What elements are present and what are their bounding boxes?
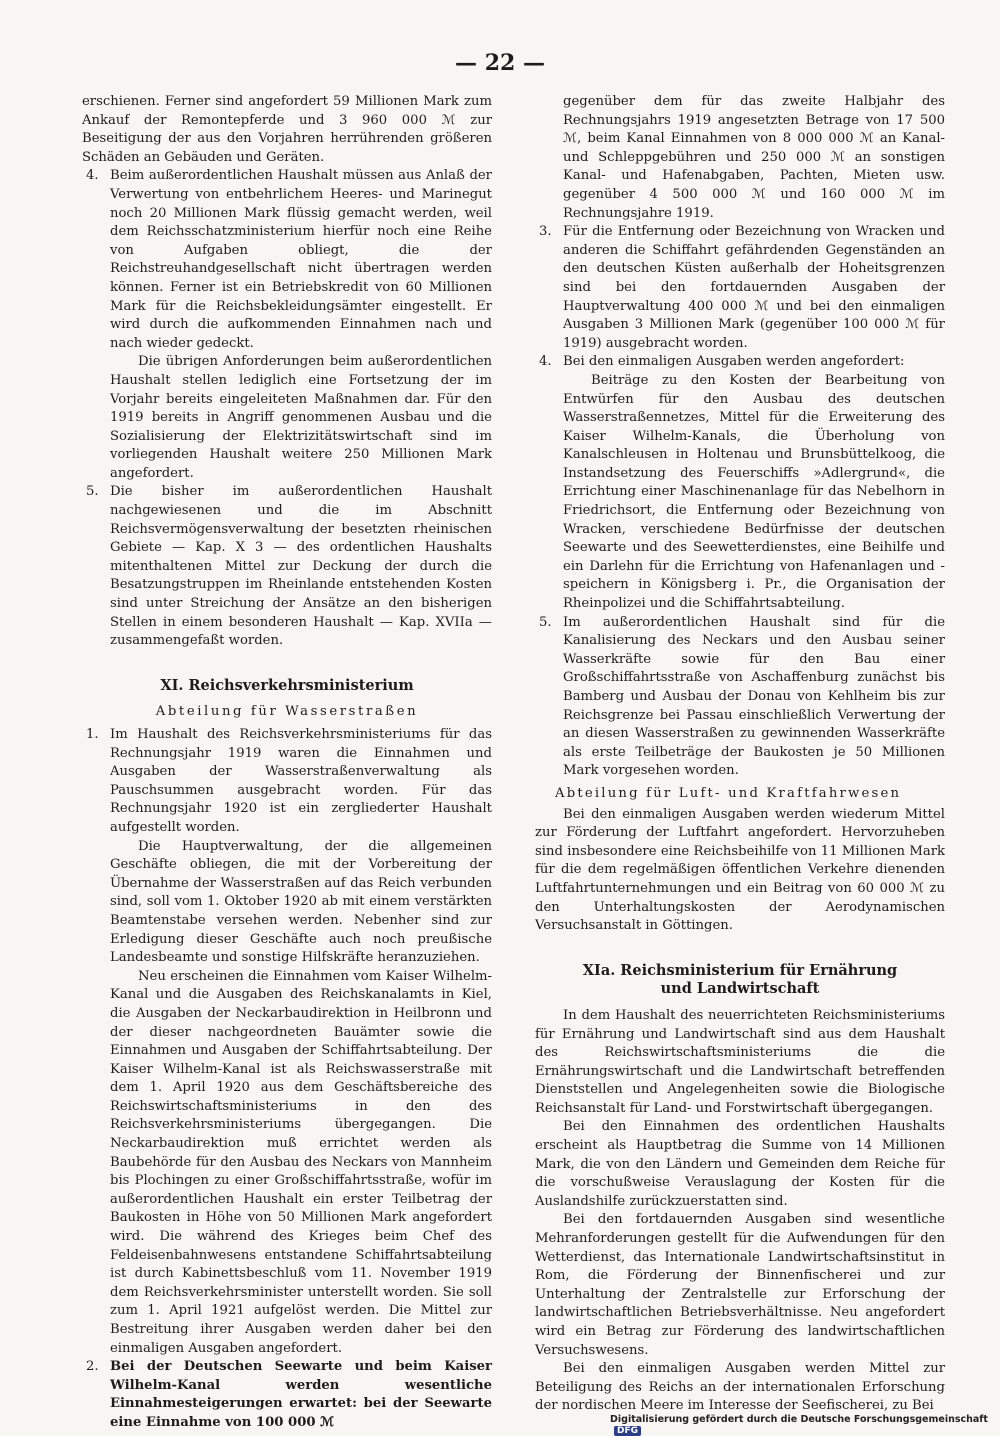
footer-text: Digitalisierung gefördert durch die Deutsche Forschungsgemeinschaft	[610, 1414, 988, 1425]
item-paragraph: Die Hauptverwaltung, der die allgemeinen Geschäfte obliegen, die mit der Vorbereitung der Übernahme der Wasserstraßen auf das Reich verbunden sind, soll vom 1. Oktober 1920 ab mit einem verstärkten Beamtenstabe versehen werden. Nebenher sind zur Erledigung dieser Geschäfte auch noch preußische Landesbeamte und sonstige Hilfskräfte heranzuziehen.	[110, 838, 492, 966]
subsection-heading-water: Abteilung für Wasserstraßen	[155, 704, 419, 720]
item-text: Bei den einmaligen Ausgaben werden angefordert:	[563, 354, 905, 370]
right-column	[535, 93, 945, 1416]
list-item-4	[82, 167, 492, 483]
subsection-heading-air: Abteilung für Luft- und Kraftfahrwesen	[555, 785, 902, 801]
item-paragraph: Die übrigen Anforderungen beim außerordentlichen Haushalt stellen lediglich eine Fortsetzung der im Vorjahr bereits eingeleiteten Maßnahmen dar. Für den 1919 bereits in Angriff genommenen Ausbau und die Sozialisierung der Elektrizitätswirtschaft sind im vorliegenden Haushalt weitere 250 Millionen Mark angefordert.	[110, 354, 492, 481]
paragraph-xia-1: In dem Haushalt des neuerrichteten Reichsministeriums für Ernährung und Landwirtschaft sind aus dem Haushalt des Reichswirtschaftsministeriums die die Ernährungswirtschaft und die Landwirtschaft betreffenden Dienststellen und Angelegenheiten sowie die Biologische Reichsanstalt für Land- und Forstwirtschaft übergegangen.	[535, 1007, 945, 1116]
item-number: 5.	[86, 484, 99, 500]
list-item-5	[535, 614, 945, 781]
paragraph-continued: gegenüber dem für das zweite Halbjahr des Rechnungsjahrs 1919 angesetzten Betrage von 17 500 ℳ, beim Kanal Einnahmen von 8 000 000 ℳ an Kanal- und Schleppgebühren und 250 000 ℳ an sonstigen Kanal- und Hafenabgaben, Pachten, Mieten usw. gegenüber 4 500 000 ℳ und 160 000 ℳ im Rechnungsjahre 1919.	[563, 94, 945, 221]
item-number: 4.	[539, 354, 552, 370]
item-number: 5.	[539, 614, 552, 630]
item-text: Bei der Deutschen Seewarte und beim Kaiser Wilhelm-Kanal werden wesentliche Einnahmesteigerungen erwartet: bei der Seewarte eine Einnahme von 100 000 ℳ	[110, 1359, 492, 1430]
footer-credit	[610, 1414, 1000, 1436]
item-number: 3.	[539, 224, 552, 240]
item-number: 1.	[86, 727, 99, 742]
paragraph-xia-3: Bei den fortdauernden Ausgaben sind wesentliche Mehranforderungen gestellt für die Aufwendungen für den Wetterdienst, das Internationale Landwirtschaftsinstitut in Rom, die Förderung der Binnenfischerei und zur Unterhaltung der Zentralstelle zur Erforschung der landwirtschaftlichen Betriebsverhältnisse. Neu angefordert wird ein Betrag zur Förderung des landwirtschaftlichen Versuchswesens.	[535, 1212, 945, 1358]
paragraph-intro: erschienen. Ferner sind angefordert 59 Millionen Mark zum Ankauf der Remontepferde und 3 960 000 ℳ zur Beseitigung der aus den Vorjahren herrührenden größeren Schäden an Gebäuden und Geräten.	[82, 94, 492, 165]
list-item-5	[82, 483, 492, 650]
item-text: Die bisher im außerordentlichen Haushalt nachgewiesenen und die im Abschnitt Reichsvermögensverwaltung der besetzten rheinischen Gebiete — Kap. X 3 — des ordentlichen Haushalts mitenthaltenen Mittel zur Deckung der durch die Besatzungstruppen im Rheinlande entstehenden Kosten sind unter Streichung der Ansätze an den bisherigen Stellen in einem besonderen Haushalt — Kap. XVIIa — zusammengefaßt worden.	[110, 484, 492, 649]
paragraph-xia-4: Bei den einmaligen Ausgaben werden Mittel zur Beteiligung des Reichs an der internationalen Erforschung der nordischen Meere im Interesse der Seefischerei, zu Bei	[535, 1361, 945, 1414]
list-item-3	[535, 223, 945, 353]
section-heading-line: und Landwirtschaft	[660, 980, 820, 998]
list-item-2	[82, 1358, 492, 1432]
item-paragraph: Beiträge zu den Kosten der Bearbeitung von Entwürfen für den Ausbau des deutschen Wasserstraßennetzes, Mittel für die Erweiterung des Kaiser Wilhelm-Kanals, die Überholung von Kanalschleusen in Holtenau und Brunsbüttelkoog, die Instandsetzung des Feuerschiffs »Adlergrund«, die Errichtung einer Maschinenanlage für das Nebelhorn in Friedrichsort, die Entfernung oder Bezeichnung von Wracken, verschiedene Bedürfnisse der deutschen Seewarte und des Seewetterdienstes, eine Beihilfe und ein Darlehn für die Errichtung von Hafenanlagen und -speichern in Königsberg i. Pr., die Organisation der Rheinpolizei und die Schiffahrtsabteilung.	[563, 372, 945, 612]
item-number: 4.	[86, 168, 99, 184]
item-text: Beim außerordentlichen Haushalt müssen aus Anlaß der Verwertung von entbehrlichem Heeres- und Marinegut noch 20 Millionen Mark flüssig gemacht werden, weil dem Reichsschatzministerium hierfür noch eine Reihe von Aufgaben obliegt, die der Reichstreuhandgesellschaft nicht übertragen werden können. Ferner ist ein Betriebskredit von 60 Millionen Mark für die Reichsbekleidungsämter eingestellt. Er wird durch die aufkommenden Einnahmen nach und nach wieder gedeckt.	[110, 168, 492, 351]
paragraph-air: Bei den einmaligen Ausgaben werden wiederum Mittel zur Förderung der Luftfahrt angefordert. Hervorzuheben sind insbesondere eine Reichsbeihilfe von 11 Millionen Mark für die dem regelmäßigen öffentlichen Verkehre dienenden Luftfahrtunternehmungen und ein Beitrag von 60 000 ℳ zu den Unterhaltungskosten der Aerodynamischen Versuchsanstalt in Göttingen.	[535, 806, 945, 934]
item-paragraph: Neu erscheinen die Einnahmen vom Kaiser Wilhelm-Kanal und die Ausgaben des Reichskanalamts in Kiel, die Ausgaben der Neckarbaudirektion in Heilbronn und der dieser nachgeordneten Bauämter sowie die Einnahmen und Ausgaben der Schiffahrtsabteilung. Der Kaiser Wilhelm-Kanal ist als Reichswasserstraße mit dem 1. April 1920 aus dem Geschäftsbereiche des Reichswirtschaftsministeriums in den des Reichsverkehrsministeriums übergegangen. Die Neckarbaudirektion muß errichtet werden als Baubehörde für den Ausbau des Neckars von Mannheim bis Plochingen zu einer Großschiffahrtsstraße, wofür im außerordentlichen Haushalt ein erster Teilbetrag der Baukosten in Höhe von 50 Millionen Mark angefordert wird. Die während des Krieges beim Chef des Feldeisenbahnwesens entstandene Schiffahrtsabteilung ist durch Kabinettsbeschluß vom 11. November 1919 dem Reichsverkehrsminister unterstellt worden. Sie soll zum 1. April 1921 aufgelöst werden. Die Mittel zur Bestreitung ihrer Ausgaben werden daher bei den einmaligen Ausgaben angefordert.	[110, 968, 492, 1356]
left-column	[82, 93, 492, 1433]
page-number: — 22 —	[455, 50, 545, 76]
list-item-4	[535, 353, 945, 613]
section-heading-xi: XI. Reichsverkehrsministerium	[160, 676, 414, 694]
paragraph-xia-2: Bei den Einnahmen des ordentlichen Haushalts erscheint als Hauptbetrag die Summe von 14 Millionen Mark, die von den Ländern und Gemeinden dem Reiche für die vorschußweise Verauslagung der Kosten für die Auslandshilfe zurückzuerstatten sind.	[535, 1119, 945, 1209]
section-heading-xia	[535, 962, 945, 999]
item-text: Im außerordentlichen Haushalt sind für die Kanalisierung des Neckars und den Ausbau seiner Wasserkräfte sowie für den Bau einer Großschiffahrtsstraße von Aschaffenburg zunächst bis Bamberg und Ausbau der Donau von Kehlheim bis zur Reichsgrenze bei Passau einschließlich Verwertung der an diesen Wasserstraßen zu gewinnenden Wasserkräfte als erste Teilbeträge der Baukosten je 50 Millionen Mark vorgesehen worden.	[563, 614, 945, 779]
item-text: Im Haushalt des Reichsverkehrsministeriums für das Rechnungsjahr 1919 waren die Einnahmen und Ausgaben der Wasserstraßenverwaltung als Pauschsummen ausgebracht worden. Für das Rechnungsjahr 1920 ist ein zergliederter Haushalt aufgestellt worden.	[110, 727, 492, 835]
list-item-1	[82, 726, 492, 1358]
section-heading-line: XIa. Reichsministerium für Ernährung	[582, 961, 898, 979]
item-number: 2.	[86, 1359, 99, 1375]
dfg-logo: DFG	[614, 1426, 641, 1436]
item-text: Für die Entfernung oder Bezeichnung von Wracken und anderen die Schiffahrt gefährdenden Gegenständen an den deutschen Küsten außerhalb der Hoheitsgrenzen sind bei den fortdauernden Ausgaben der Hauptverwaltung 400 000 ℳ und bei den einmaligen Ausgaben 3 Millionen Mark (gegenüber 100 000 ℳ für 1919) ausgebracht worden.	[563, 224, 945, 351]
